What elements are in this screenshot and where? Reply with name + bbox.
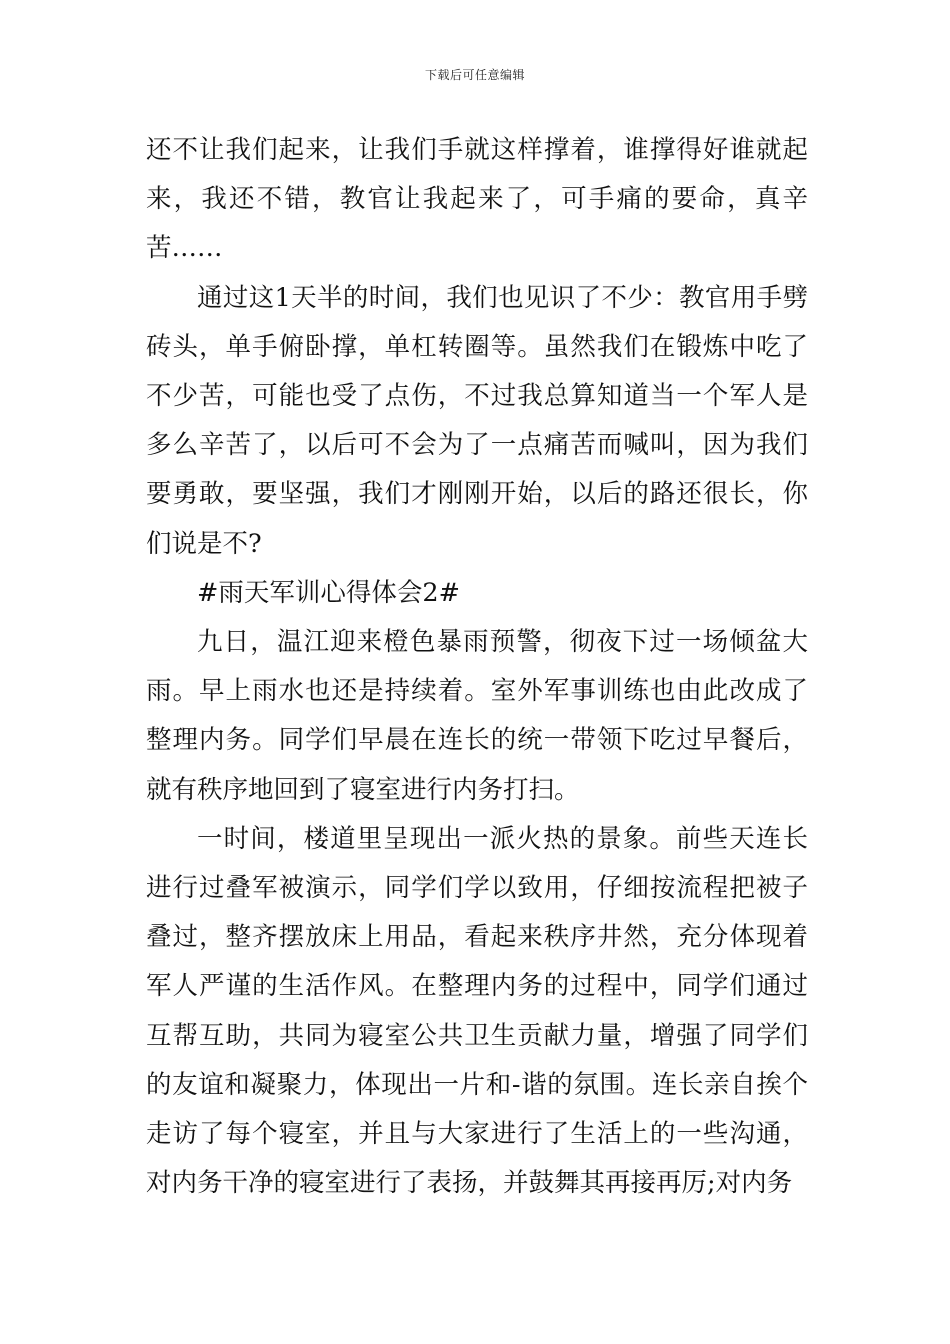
document-body [146,126,808,1208]
page-header: 下载后可任意编辑 [424,68,525,82]
paragraph-1: 还不让我们起来，让我们手就这样撑着，谁撑得好谁就起来，我还不错，教官让我起来了，可手痛的要命，真辛苦…… [146,135,808,264]
paragraph-4: 一时间，楼道里呈现出一派火热的景象。前些天连长进行过叠军被演示，同学们学以致用，仔细按流程把被子叠过，整齐摆放床上用品，看起来秩序井然，充分体现着军人严谨的生活作风。在整理内务的过程中，同学们通过互帮互助，共同为寝室公共卫生贡献力量，增强了同学们的友谊和凝聚力，体现出一片和-谐的氛围。连长亲自挨个走访了每个寝室，并且与大家进行了生活上的一些沟通，对内务干净的寝室进行了表扬，并鼓舞其再接再厉;对内务 [146,823,808,1199]
paragraph-2: 通过这1天半的时间，我们也见识了不少：教官用手劈砖头，单手俯卧撑，单杠转圈等。虽然我们在锻炼中吃了不少苦，可能也受了点伤，不过我总算知道当一个军人是多么辛苦了，以后可不会为了一点痛苦而喊叫，因为我们要勇敢，要坚强，我们才刚刚开始，以后的路还很长，你们说是不? [146,282,808,559]
section-heading: #雨天军训心得体会2# [197,577,460,608]
paragraph-3: 九日，温江迎来橙色暴雨预警，彻夜下过一场倾盆大雨。早上雨水也还是持续着。室外军事训练也由此改成了整理内务。同学们早晨在连长的统一带领下吃过早餐后，就有秩序地回到了寝室进行内务打扫。 [146,627,808,805]
